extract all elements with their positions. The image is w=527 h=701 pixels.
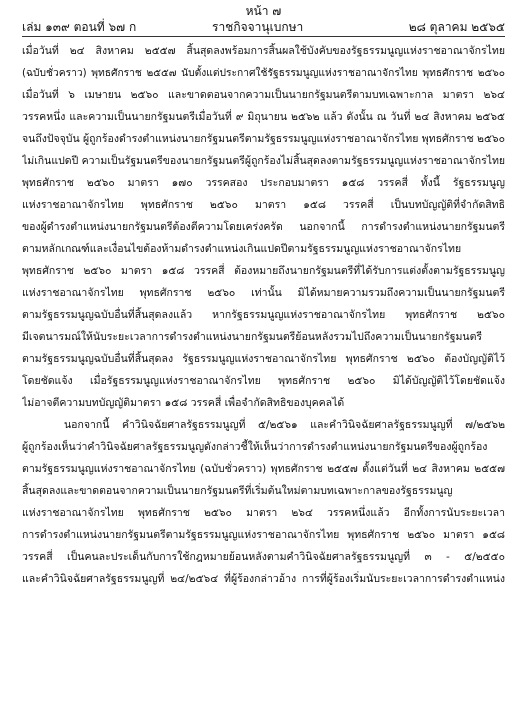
text-line: พุทธศักราช ๒๕๖๐ มาตรา ๑๗๐ วรรคสอง ประกอบมาตรา ๑๕๘ วรรคสี่ ทั้งนี้ รัฐธรรมนูญ: [22, 177, 505, 189]
text-line: โดยชัดแจ้ง เมื่อรัฐธรรมนูญแห่งราชอาณาจักรไทย พุทธศักราช ๒๕๖๐ มิได้บัญญัติไว้โดยชัดแจ้ง: [22, 375, 505, 387]
text-line: ของผู้ดำรงตำแหน่งนายกรัฐมนตรีต้องตีความโดยเคร่งครัด นอกจากนี้ การดำรงตำแหน่งนายกรัฐมนตรี: [22, 221, 505, 233]
text-line: แห่งราชอาณาจักรไทย พุทธศักราช ๒๕๖๐ มาตรา ๒๖๔ วรรคหนึ่งแล้ว อีกทั้งการนับระยะเวลา: [22, 507, 505, 519]
paragraph-1: [22, 40, 505, 414]
text-line: สิ้นสุดลงและขาดตอนจากความเป็นนายกรัฐมนตรีที่เริ่มต้นใหม่ตามบทเฉพาะกาลของรัฐธรรมนูญ: [22, 485, 453, 497]
volume-issue: เล่ม ๑๓๙ ตอนที่ ๖๗ ก: [22, 20, 137, 34]
header-divider: [22, 36, 505, 37]
text-line: ไม่เกินแปดปี ความเป็นรัฐมนตรีของนายกรัฐมนตรีผู้ถูกร้องไม่สิ้นสุดลงตามรัฐธรรมนูญแห่งราชอาณาจักรไทย: [22, 155, 505, 167]
paragraph-2: [22, 414, 505, 590]
text-line: ตามหลักเกณฑ์และเงื่อนไขต้องห้ามดำรงตำแหน่งเกินแปดปีตามรัฐธรรมนูญแห่งราชอาณาจักรไทย: [22, 243, 462, 255]
text-line: ผู้ถูกร้องเห็นว่าคำวินิจฉัยศาลรัฐธรรมนูญดังกล่าวชี้ให้เห็นว่าการดำรงตำแหน่งนายกรัฐมนตรีของผู้ถูกร้อง: [22, 441, 488, 453]
text-line: เมื่อวันที่ ๖ เมษายน ๒๕๖๐ และขาดตอนจากความเป็นนายกรัฐมนตรีตามบทเฉพาะกาล มาตรา ๒๖๔: [22, 89, 505, 101]
publication-title: ราชกิจจานุเบกษา: [212, 20, 304, 34]
text-line: ตามรัฐธรรมนูญแห่งราชอาณาจักรไทย (ฉบับชั่วคราว) พุทธศักราช ๒๕๕๗ ตั้งแต่วันที่ ๒๔ สิงหาคม ๒๕๕๗: [22, 463, 505, 475]
text-line: ตามรัฐธรรมนูญฉบับอื่นที่สิ้นสุดลงแล้ว หากรัฐธรรมนูญแห่งราชอาณาจักรไทย พุทธศักราช ๒๕๖๐: [22, 309, 505, 321]
text-line: วรรคสี่ เป็นคนละประเด็นกับการใช้กฎหมายย้อนหลังตามคำวินิจฉัยศาลรัฐธรรมนูญที่ ๓ - ๕/๒๕๕๐: [22, 551, 505, 563]
text-line: และคำวินิจฉัยศาลรัฐธรรมนูญที่ ๒๔/๒๕๖๔ ที่ผู้ร้องกล่าวอ้าง การที่ผู้ร้องเริ่มนับระยะเวลาการดำรงตำแหน่ง: [22, 573, 505, 585]
text-line: (ฉบับชั่วคราว) พุทธศักราช ๒๕๕๗ นับตั้งแต่ประกาศใช้รัฐธรรมนูญแห่งราชอาณาจักรไทย พุทธศักราช ๒๕๖๐: [22, 67, 505, 79]
text-line: จนถึงปัจจุบัน ผู้ถูกร้องดำรงตำแหน่งนายกรัฐมนตรีตามรัฐธรรมนูญแห่งราชอาณาจักรไทย พุทธศักราช ๒๕๖๐: [22, 133, 505, 145]
text-line: นอกจากนี้ คำวินิจฉัยศาลรัฐธรรมนูญที่ ๕/๒๕๖๑ และคำวินิจฉัยศาลรัฐธรรมนูญที่ ๗/๒๕๖๒: [64, 419, 505, 431]
text-line: พุทธศักราช ๒๕๖๐ มาตรา ๑๕๘ วรรคสี่ ต้องหมายถึงนายกรัฐมนตรีที่ได้รับการแต่งตั้งตามรัฐธรรมนูญ: [22, 265, 505, 277]
text-line: แห่งราชอาณาจักรไทย พุทธศักราช ๒๕๖๐ เท่านั้น มิได้หมายความรวมถึงความเป็นนายกรัฐมนตรี: [22, 287, 505, 299]
page-number: หน้า ๗: [245, 4, 282, 18]
running-header: [22, 18, 505, 34]
document-body: [22, 40, 505, 590]
text-line: การดำรงตำแหน่งนายกรัฐมนตรีตามรัฐธรรมนูญแห่งราชอาณาจักรไทย พุทธศักราช ๒๕๖๐ มาตรา ๑๕๘: [22, 529, 505, 541]
text-line: มีเจตนารมณ์ให้นับระยะเวลาการดำรงตำแหน่งนายกรัฐมนตรีย้อนหลังรวมไปถึงความเป็นนายกรัฐมนตรี: [22, 331, 483, 343]
text-line: ไม่อาจตีความบทบัญญัติมาตรา ๑๕๘ วรรคสี่ เพื่อจำกัดสิทธิของบุคคลได้: [22, 397, 345, 409]
text-line: วรรคหนึ่ง และความเป็นนายกรัฐมนตรีเมื่อวันที่ ๙ มิถุนายน ๒๕๖๒ แล้ว ดังนั้น ณ วันที่ ๒๔ สิงหาคม ๒๕๖๕: [22, 111, 505, 123]
text-line: เมื่อวันที่ ๒๔ สิงหาคม ๒๕๕๗ สิ้นสุดลงพร้อมการสิ้นผลใช้บังคับของรัฐธรรมนูญแห่งราชอาณาจักรไทย: [22, 45, 505, 57]
text-line: ตามรัฐธรรมนูญฉบับอื่นที่สิ้นสุดลง รัฐธรรมนูญแห่งราชอาณาจักรไทย พุทธศักราช ๒๕๖๐ ต้องบัญญัติไว้: [22, 353, 505, 365]
text-line: แห่งราชอาณาจักรไทย พุทธศักราช ๒๕๖๐ มาตรา ๑๕๘ วรรคสี่ เป็นบทบัญญัติที่จำกัดสิทธิ: [22, 199, 505, 211]
publication-date: ๒๘ ตุลาคม ๒๕๖๕: [408, 20, 505, 34]
